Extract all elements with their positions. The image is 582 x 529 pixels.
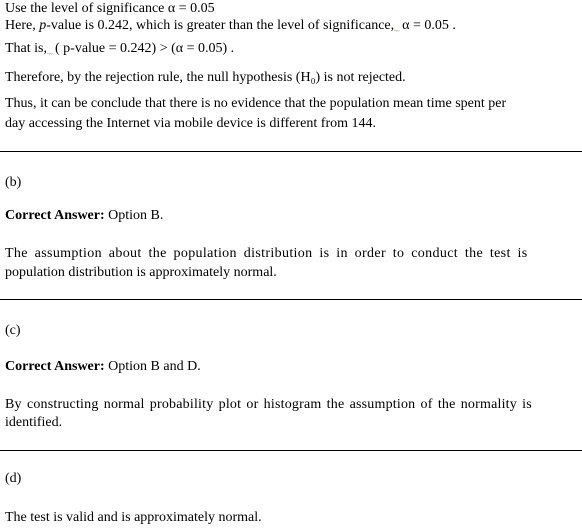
part-c-label: (c) [5,323,21,338]
p-value-line [5,17,456,41]
divider-1 [0,151,582,152]
part-d-label: (d) [5,471,22,486]
part-b-explanation-1: The assumption about the population distribution is in order to conduct the test is [5,246,528,261]
part-c-answer-text: Option B and D. [104,359,201,374]
part-c-explanation-2: identified. [5,415,63,430]
significance-level-line: Use the level of significance α = 0.05 [5,1,215,16]
comparison-expression: ( p-value = 0.242) > (α = 0.05) . [51,41,235,56]
p-value-line-prefix: Here, [5,18,40,33]
part-b-answer-text: Option B. [104,208,164,223]
part-b-answer [5,207,163,224]
divider-3 [0,450,582,451]
comparison-prefix: That is, [5,41,47,56]
part-c-answer [5,358,201,375]
part-c-explanation-1: By constructing normal probability plot or histogram the assumption of the normality is [5,397,532,412]
part-c-answer-prefix: Correct Answer: [5,359,105,374]
part-b-answer-prefix: Correct Answer: [5,208,105,223]
conclusion-line-2: day accessing the Internet via mobile device is different from 144. [5,116,376,131]
part-d-explanation: The test is valid and is approximately normal. [5,510,262,525]
part-b-explanation-2: population distribution is approximately normal. [5,265,277,280]
p-symbol: p [39,18,47,33]
rejection-rule-line: Therefore, by the rejection rule, the null hypothesis (H₀) is not rejected. [5,70,406,85]
squiggle-mark-2: ~~ [47,52,52,58]
comparison-line [5,40,234,64]
divider-2 [0,299,582,300]
p-value-line-text: -value is 0.242, which is greater than the level of significance, [46,18,395,33]
alpha-value: α = 0.05 . [398,18,456,33]
conclusion-line-1: Thus, it can be conclude that there is no evidence that the population mean time spent per [5,96,507,111]
part-b-label: (b) [5,175,22,190]
squiggle-mark: ~~ [394,29,399,35]
